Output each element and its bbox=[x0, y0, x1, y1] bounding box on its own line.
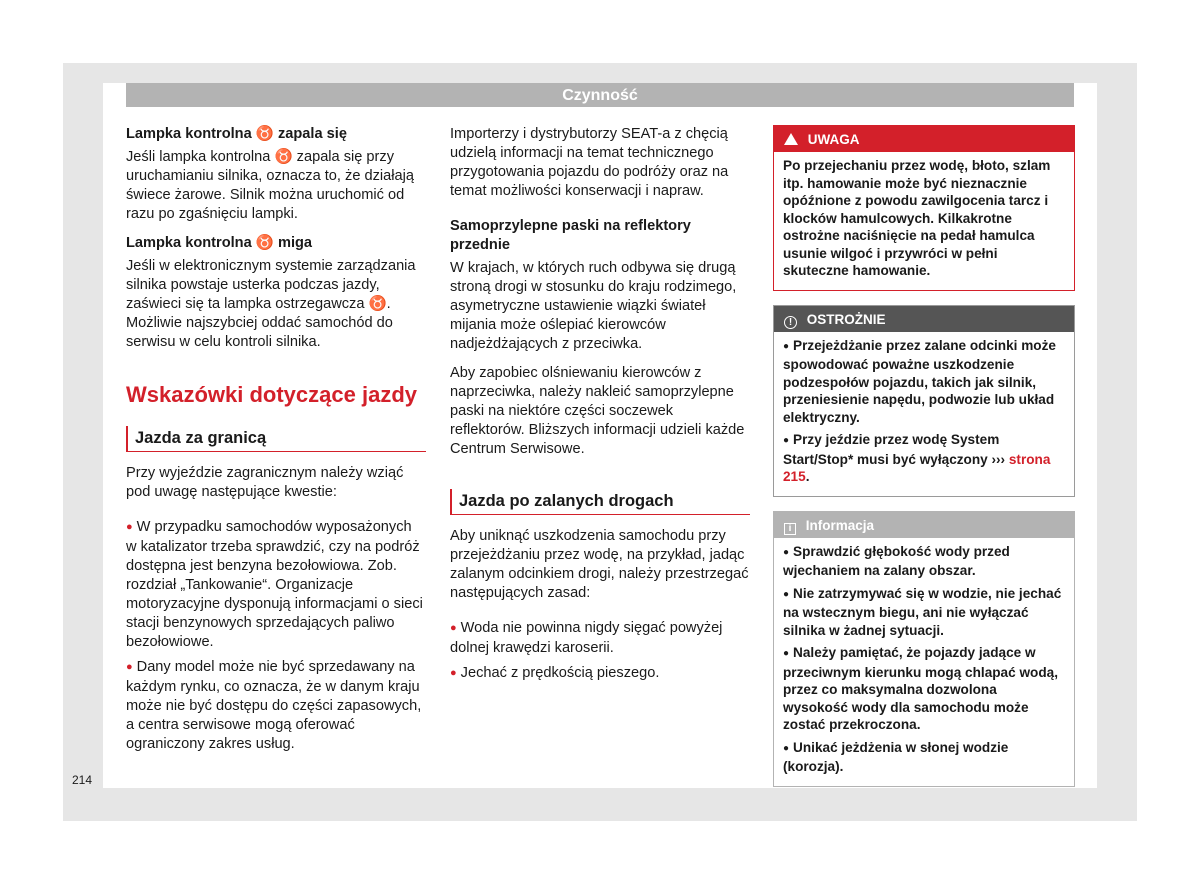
paragraph: Aby zapobiec olśniewaniu kierowców z naprzeciwka, należy nakleić samoprzylepne paski na niektóre części soczewek reflektorów. Bliższych informacji udzieli każde Centrum Serwisowe. bbox=[450, 365, 745, 457]
page-number: 214 bbox=[72, 773, 93, 787]
info-header bbox=[774, 512, 1074, 538]
warning-triangle-icon bbox=[784, 126, 798, 153]
subheading-glow-lamp-flashing: Lampka kontrolna ♉ miga bbox=[126, 235, 313, 251]
paragraph: Importerzy i dystrybutorzy SEAT-a z chęcią udzielą informacji na temat technicznego przygotowania pojazdu do podróży oraz na temat możliwości konserwacji i napraw. bbox=[450, 126, 729, 199]
list-item: ● Dany model może nie być sprzedawany na każdym rynku, co oznacza, że w danym kraju może nie być dostępu do części zapasowych, a centra serwisowe mogą oferować ograniczony zakres usług. bbox=[126, 658, 426, 754]
exclamation-circle-icon: ! bbox=[784, 306, 797, 333]
info-title: Informacja bbox=[805, 517, 875, 533]
subsection-title-abroad: Jazda za granicą bbox=[126, 426, 426, 452]
paragraph: W krajach, w których ruch odbywa się drugą stroną drogi w stosunku do kraju rodzimego, asymetryczne ustawienie wiązki świateł mijania może oślepiać kierowców nadjeżdżających z przeciwka. bbox=[450, 260, 737, 352]
column-middle bbox=[450, 125, 750, 694]
info-item: ● Należy pamiętać, że pojazdy jadące w przeciwnym kierunku mogą chlapać wodą, przez co maksymalna dozwolona wysokość wody dla samochodu może zostać przekroczona. bbox=[783, 644, 1065, 734]
info-item: ● Unikać jeżdżenia w słonej wodzie (korozja). bbox=[783, 739, 1065, 776]
info-box bbox=[773, 511, 1075, 787]
paragraph: Jeśli w elektronicznym systemie zarządzania silnika powstaje usterka podczas jazdy, zaświeci się ta lampka ostrzegawcza ♉. Możliwie najszybciej oddać samochód do serwisu w celu kontroli silnika. bbox=[126, 258, 416, 350]
paragraph: Jeśli lampka kontrolna ♉ zapala się przy uruchamianiu silnika, oznacza to, że działają świece żarowe. Silnik można uruchomić od razu po zgaśnięciu lampki. bbox=[126, 149, 414, 222]
column-right bbox=[773, 125, 1075, 801]
section-title: Wskazówki dotyczące jazdy bbox=[126, 382, 417, 407]
caution-item: ● Przejeżdżanie przez zalane odcinki może spowodować poważne uszkodzenie podzespołów pojazdu, takich jak silnik, przeniesienie napędu, podwozie lub układ elektryczny. bbox=[783, 337, 1065, 427]
info-icon: i bbox=[784, 512, 796, 539]
warning-text: Po przejechaniu przez wodę, błoto, szlam itp. hamowanie może być nieznacznie opóźnione z powodu zawilgocenia tarcz i klocków hamulcowych. Kilkakrotne ostrożne naciśnięcie na pedał hamulca usunie wilgoć i przywróci w pełni skuteczne hamowanie. bbox=[783, 158, 1051, 278]
chapter-header: Czynność bbox=[126, 83, 1074, 107]
list-item: ● Jechać z prędkością pieszego. bbox=[450, 664, 750, 684]
caution-item: ● Przy jeździe przez wodę System Start/Stop* musi być wyłączony ››› strona 215. bbox=[783, 431, 1065, 486]
info-item: ● Nie zatrzymywać się w wodzie, nie jechać na wstecznym biegu, ani nie wyłączać silnika w żadnej sytuacji. bbox=[783, 585, 1065, 640]
warning-body bbox=[774, 152, 1074, 290]
caution-header bbox=[774, 306, 1074, 332]
subheading-headlight-strips: Samoprzylepne paski na reflektory przednie bbox=[450, 218, 691, 253]
warning-title: UWAGA bbox=[807, 132, 860, 147]
subsection-title-flooded-roads: Jazda po zalanych drogach bbox=[450, 489, 750, 515]
list-item: ● Woda nie powinna nigdy sięgać powyżej dolnej krawędzi karoserii. bbox=[450, 619, 750, 658]
page-reference-link[interactable]: strona 215 bbox=[783, 451, 1051, 484]
paragraph: Przy wyjeździe zagranicznym należy wziąć pod uwagę następujące kwestie: bbox=[126, 465, 404, 500]
info-body bbox=[774, 538, 1074, 786]
warning-box bbox=[773, 125, 1075, 291]
caution-box bbox=[773, 305, 1075, 497]
caution-title: OSTROŻNIE bbox=[806, 311, 886, 327]
subheading-glow-lamp-on: Lampka kontrolna ♉ zapala się bbox=[126, 126, 347, 142]
caution-body bbox=[774, 332, 1074, 496]
column-left bbox=[126, 125, 426, 764]
paragraph: Aby uniknąć uszkodzenia samochodu przy przejeżdżaniu przez wodę, na przykład, jadąc zalanym odcinkiem drogi, należy przestrzegać następujących zasad: bbox=[450, 528, 749, 601]
info-item: ● Sprawdzić głębokość wody przed wjechaniem na zalany obszar. bbox=[783, 543, 1065, 580]
list-item: ● W przypadku samochodów wyposażonych w katalizator trzeba sprawdzić, czy na podróż dostępna jest benzyna bezołowiowa. Zob. rozdział „Tankowanie“. Organizacje motoryzacyjne dysponują informacjami o sieci stacji benzynowych sprzedających paliwo bezołowiowe. bbox=[126, 518, 426, 652]
warning-header bbox=[774, 126, 1074, 152]
